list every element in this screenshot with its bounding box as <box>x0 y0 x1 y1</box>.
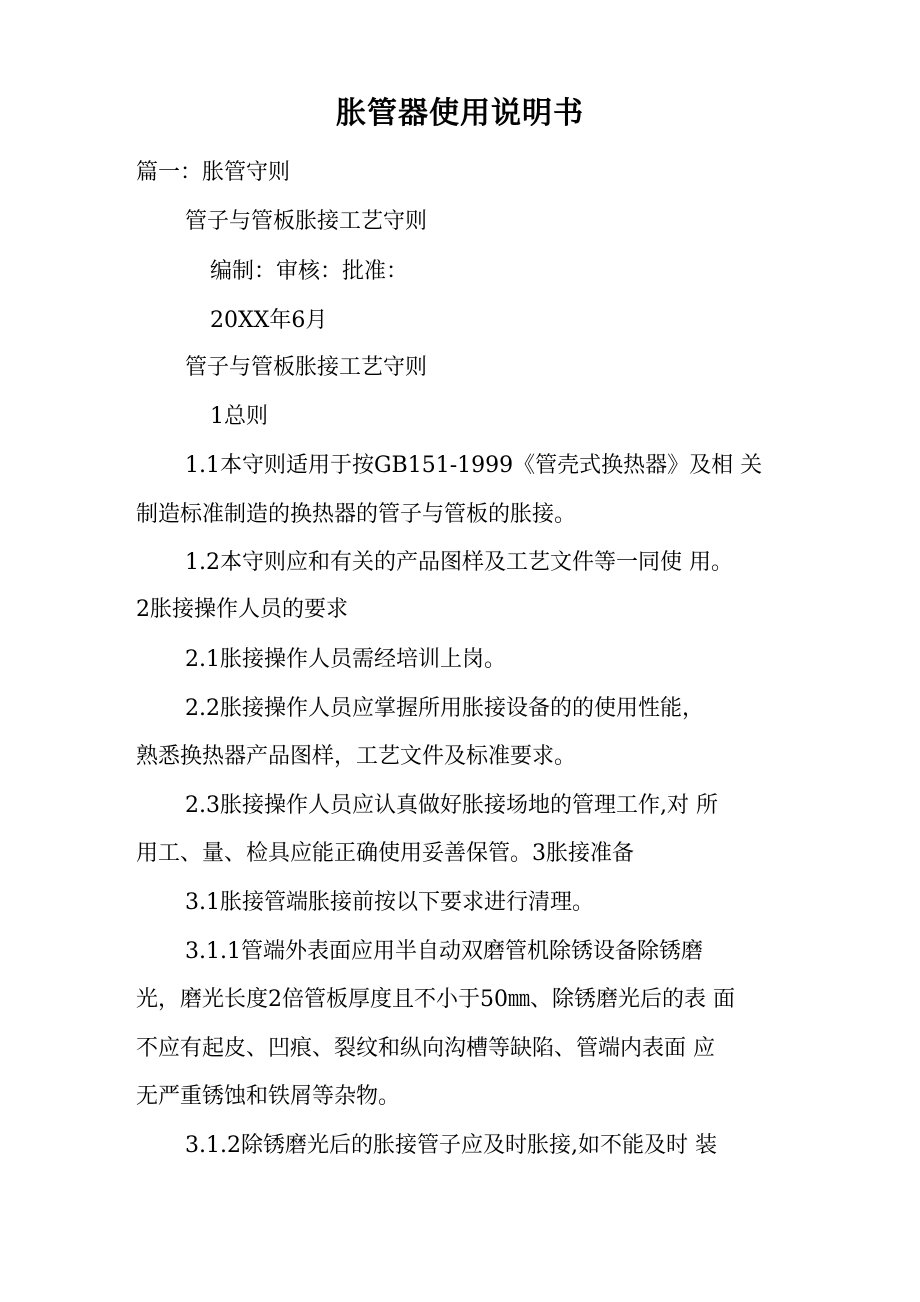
paragraph-line: 3.1胀接管端胀接前按以下要求进行清理。 <box>185 890 594 915</box>
paragraph-line: 无严重锈蚀和铁屑等杂物。 <box>136 1084 401 1109</box>
paragraph-line: 管子与管板胀接工艺守则 <box>185 209 428 234</box>
paragraph-line: 3.1.2除锈磨光后的胀接管子应及时胀接,如不能及时 装 <box>185 1133 717 1158</box>
paragraph-line: 3.1.1管端外表面应用半自动双磨管机除锈设备除锈磨 <box>185 939 703 964</box>
paragraph-line: 1.1本守则适用于按GB151-1999《管壳式换热器》及相 关 <box>185 453 763 478</box>
paragraph-line: 2胀接操作人员的要求 <box>136 597 348 622</box>
paragraph-line: 1.2本守则应和有关的产品图样及工艺文件等一同使 用。 <box>185 550 733 575</box>
paragraph-line: 篇一：胀管守则 <box>136 160 291 185</box>
paragraph-line: 2.1胀接操作人员需经培训上岗。 <box>185 647 506 672</box>
paragraph-line: 1总则 <box>210 404 268 429</box>
paragraph-line: 2.2胀接操作人员应掌握所用胀接设备的的使用性能， <box>185 696 704 721</box>
paragraph-line: 2.3胀接操作人员应认真做好胀接场地的管理工作,对 所 <box>185 793 718 818</box>
paragraph-line: 熟悉换热器产品图样，工艺文件及标准要求。 <box>136 744 577 769</box>
paragraph-line: 管子与管板胀接工艺守则 <box>185 355 428 380</box>
document-title: 胀管器使用说明书 <box>336 96 584 131</box>
paragraph-line: 用工、量、检具应能正确使用妥善保管。3胀接准备 <box>136 841 634 866</box>
paragraph-line: 20XX年6月 <box>210 308 328 333</box>
paragraph-line: 不应有起皮、凹痕、裂纹和纵向沟槽等缺陷、管端内表面 应 <box>136 1036 715 1061</box>
paragraph-line: 编制：审核：批准： <box>210 259 409 284</box>
paragraph-line: 制造标准制造的换热器的管子与管板的胀接。 <box>136 502 577 527</box>
paragraph-line: 光，磨光长度2倍管板厚度且不小于50㎜、除锈磨光后的表 面 <box>136 987 735 1012</box>
